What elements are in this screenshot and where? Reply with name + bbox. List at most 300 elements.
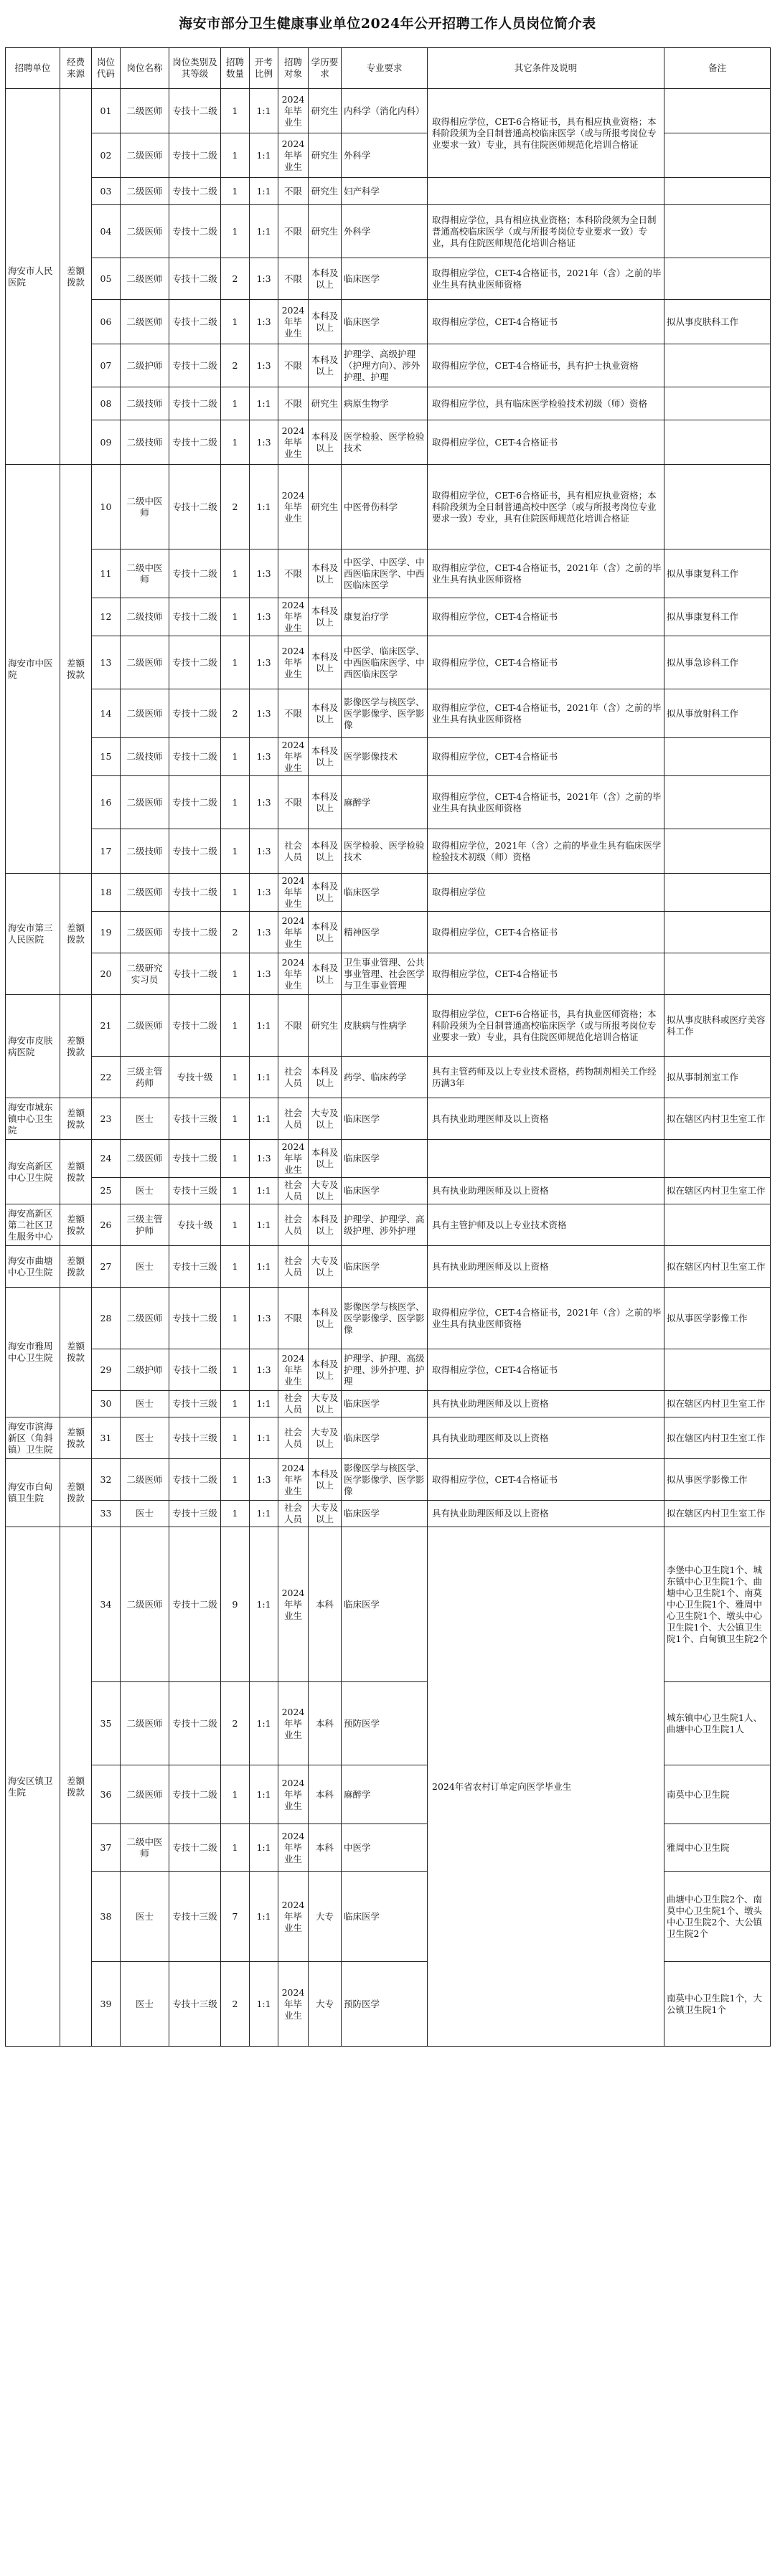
code-cell: 05 [92, 258, 121, 300]
code-cell: 09 [92, 420, 121, 465]
header-cell: 岗位代码 [92, 48, 121, 89]
code-cell: 08 [92, 387, 121, 420]
education-cell: 本科及以上 [309, 420, 342, 465]
major-cell: 预防医学 [342, 1682, 428, 1765]
count-cell: 1 [221, 89, 250, 133]
level-cell: 专技十二级 [169, 1527, 221, 1682]
code-cell: 30 [92, 1391, 121, 1417]
major-cell: 中医学 [342, 1824, 428, 1872]
level-cell: 专技十三级 [169, 1417, 221, 1459]
code-cell: 03 [92, 178, 121, 205]
level-cell: 专技十二级 [169, 300, 221, 344]
table-row [6, 1098, 771, 1140]
education-cell: 本科及以上 [309, 776, 342, 829]
level-cell: 专技十二级 [169, 549, 221, 598]
education-cell: 本科及以上 [309, 829, 342, 874]
note-cell [664, 89, 771, 133]
major-cell: 内科学（消化内科） [342, 89, 428, 133]
code-cell: 15 [92, 738, 121, 776]
major-cell: 医学影像技术 [342, 738, 428, 776]
header-cell: 经费来源 [60, 48, 92, 89]
conditions-cell: 取得相应学位，CET-4合格证书 [428, 912, 664, 953]
ratio-cell: 1:1 [250, 1178, 278, 1204]
target-cell: 不限 [278, 549, 309, 598]
conditions-cell: 取得相应学位，CET-4合格证书 [428, 420, 664, 465]
education-cell: 本科及以上 [309, 1140, 342, 1178]
count-cell: 1 [221, 738, 250, 776]
table-row [6, 300, 771, 344]
table-row [6, 420, 771, 465]
ratio-cell: 1:3 [250, 1288, 278, 1349]
education-cell: 大专及以上 [309, 1246, 342, 1288]
note-cell: 拟在辖区内村卫生室工作 [664, 1391, 771, 1417]
funding-cell: 差额拨款 [60, 1527, 92, 2047]
conditions-cell: 取得相应学位，CET-4合格证书，2021年（含）之前的毕业生具有执业医师资格 [428, 776, 664, 829]
major-cell: 临床医学 [342, 1098, 428, 1140]
education-cell: 本科 [309, 1682, 342, 1765]
conditions-cell: 取得相应学位，CET-4合格证书 [428, 953, 664, 995]
note-cell [664, 1349, 771, 1391]
major-cell: 临床医学 [342, 1872, 428, 1962]
table-row [6, 1246, 771, 1288]
funding-cell: 差额拨款 [60, 1140, 92, 1204]
code-cell: 13 [92, 636, 121, 689]
note-cell: 雅周中心卫生院 [664, 1824, 771, 1872]
conditions-cell: 取得相应学位，具有临床医学检验技术初级（师）资格 [428, 387, 664, 420]
education-cell: 大专及以上 [309, 1501, 342, 1527]
document-title: 海安市部分卫生健康事业单位2024年公开招聘工作人员岗位简介表 [179, 16, 596, 32]
table-row [6, 549, 771, 598]
conditions-cell: 具有主管护师及以上专业技术资格 [428, 1204, 664, 1246]
position-name-cell: 医士 [121, 1246, 169, 1288]
target-cell: 不限 [278, 776, 309, 829]
target-cell: 2024年毕业生 [278, 1459, 309, 1501]
ratio-cell: 1:3 [250, 1349, 278, 1391]
code-cell: 32 [92, 1459, 121, 1501]
conditions-cell: 取得相应学位，CET-4合格证书 [428, 300, 664, 344]
table-row [6, 1288, 771, 1349]
level-cell: 专技十二级 [169, 178, 221, 205]
funding-cell: 差额拨款 [60, 995, 92, 1098]
ratio-cell: 1:1 [250, 89, 278, 133]
count-cell: 1 [221, 300, 250, 344]
table-row [6, 636, 771, 689]
position-name-cell: 二级护师 [121, 344, 169, 387]
note-cell [664, 387, 771, 420]
count-cell: 1 [221, 178, 250, 205]
level-cell: 专技十二级 [169, 776, 221, 829]
table-row [6, 205, 771, 258]
education-cell: 本科及以上 [309, 689, 342, 738]
ratio-cell: 1:1 [250, 995, 278, 1057]
major-cell: 药学、临床药学 [342, 1057, 428, 1098]
count-cell: 9 [221, 1527, 250, 1682]
target-cell: 2024年毕业生 [278, 1962, 309, 2047]
count-cell: 2 [221, 1962, 250, 2047]
major-cell: 护理学、护理学、高级护理、涉外护理 [342, 1204, 428, 1246]
position-name-cell: 二级中医师 [121, 549, 169, 598]
position-name-cell: 医士 [121, 1962, 169, 2047]
code-cell: 10 [92, 465, 121, 549]
level-cell: 专技十二级 [169, 995, 221, 1057]
major-cell: 护理学、高级护理（护理方向）、涉外护理、护理 [342, 344, 428, 387]
conditions-cell [428, 178, 664, 205]
funding-cell: 差额拨款 [60, 1288, 92, 1417]
code-cell: 01 [92, 89, 121, 133]
ratio-cell: 1:3 [250, 829, 278, 874]
conditions-cell: 具有执业助理医师及以上资格 [428, 1417, 664, 1459]
major-cell: 临床医学 [342, 874, 428, 912]
note-cell: 南莫中心卫生院1个，大公镇卫生院1个 [664, 1962, 771, 2047]
conditions-cell: 取得相应学位，CET-4合格证书 [428, 1459, 664, 1501]
table-header-row [6, 48, 771, 89]
count-cell: 2 [221, 689, 250, 738]
ratio-cell: 1:3 [250, 689, 278, 738]
education-cell: 本科及以上 [309, 738, 342, 776]
conditions-cell: 取得相应学位，CET-4合格证书，具有护士执业资格 [428, 344, 664, 387]
note-cell [664, 776, 771, 829]
major-cell: 临床医学 [342, 1246, 428, 1288]
education-cell: 本科及以上 [309, 1288, 342, 1349]
code-cell: 26 [92, 1204, 121, 1246]
position-name-cell: 三级主管药师 [121, 1057, 169, 1098]
target-cell: 2024年毕业生 [278, 738, 309, 776]
major-cell: 皮肤病与性病学 [342, 995, 428, 1057]
code-cell: 34 [92, 1527, 121, 1682]
ratio-cell: 1:3 [250, 300, 278, 344]
major-cell: 预防医学 [342, 1962, 428, 2047]
position-name-cell: 二级医师 [121, 874, 169, 912]
header-cell: 招聘单位 [6, 48, 60, 89]
count-cell: 1 [221, 1501, 250, 1527]
level-cell: 专技十三级 [169, 1246, 221, 1288]
position-name-cell: 二级研究实习员 [121, 953, 169, 995]
target-cell: 不限 [278, 205, 309, 258]
note-cell: 拟从事康复科工作 [664, 549, 771, 598]
major-cell: 医学检验、医学检验技术 [342, 420, 428, 465]
conditions-cell: 取得相应学位，CET-4合格证书 [428, 598, 664, 636]
code-cell: 24 [92, 1140, 121, 1178]
note-cell [664, 178, 771, 205]
conditions-cell: 取得相应学位，CET-6合格证书，具有执业医师资格；本科阶段须为全日制普通高校临床医学（或与所报考岗位专业要求一致）专业，具有住院医师规范化培训合格证 [428, 995, 664, 1057]
education-cell: 本科及以上 [309, 300, 342, 344]
note-cell: 南莫中心卫生院 [664, 1765, 771, 1824]
table-row [6, 689, 771, 738]
level-cell: 专技十二级 [169, 344, 221, 387]
education-cell: 本科及以上 [309, 1057, 342, 1098]
count-cell: 1 [221, 1391, 250, 1417]
education-cell: 研究生 [309, 995, 342, 1057]
table-row [6, 874, 771, 912]
note-cell [664, 738, 771, 776]
table-row [6, 1501, 771, 1527]
note-cell: 拟从事医学影像工作 [664, 1288, 771, 1349]
target-cell: 不限 [278, 995, 309, 1057]
note-cell: 拟从事皮肤科或医疗美容科工作 [664, 995, 771, 1057]
note-cell [664, 912, 771, 953]
education-cell: 研究生 [309, 89, 342, 133]
level-cell: 专技十三级 [169, 1962, 221, 2047]
position-name-cell: 二级技师 [121, 829, 169, 874]
table-row [6, 1057, 771, 1098]
code-cell: 22 [92, 1057, 121, 1098]
code-cell: 21 [92, 995, 121, 1057]
ratio-cell: 1:3 [250, 258, 278, 300]
count-cell: 7 [221, 1872, 250, 1962]
code-cell: 29 [92, 1349, 121, 1391]
target-cell: 2024年毕业生 [278, 133, 309, 178]
education-cell: 研究生 [309, 387, 342, 420]
position-name-cell: 医士 [121, 1178, 169, 1204]
level-cell: 专技十二级 [169, 912, 221, 953]
target-cell: 社会人员 [278, 1391, 309, 1417]
level-cell: 专技十三级 [169, 1501, 221, 1527]
ratio-cell: 1:1 [250, 1391, 278, 1417]
position-name-cell: 医士 [121, 1501, 169, 1527]
code-cell: 25 [92, 1178, 121, 1204]
conditions-cell: 具有执业助理医师及以上资格 [428, 1391, 664, 1417]
unit-cell: 海安市滨海新区（角斜镇）卫生院 [6, 1417, 60, 1459]
education-cell: 本科及以上 [309, 598, 342, 636]
funding-cell: 差额拨款 [60, 465, 92, 874]
code-cell: 35 [92, 1682, 121, 1765]
note-cell: 拟在辖区内村卫生室工作 [664, 1178, 771, 1204]
position-name-cell: 二级医师 [121, 636, 169, 689]
code-cell: 33 [92, 1501, 121, 1527]
education-cell: 大专及以上 [309, 1098, 342, 1140]
ratio-cell: 1:1 [250, 1872, 278, 1962]
level-cell: 专技十二级 [169, 1824, 221, 1872]
major-cell: 医学检验、医学检验技术 [342, 829, 428, 874]
ratio-cell: 1:3 [250, 953, 278, 995]
code-cell: 02 [92, 133, 121, 178]
education-cell: 本科及以上 [309, 258, 342, 300]
conditions-cell: 取得相应学位 [428, 874, 664, 912]
target-cell: 社会人员 [278, 1178, 309, 1204]
level-cell: 专技十二级 [169, 1459, 221, 1501]
major-cell: 临床医学 [342, 300, 428, 344]
conditions-cell: 取得相应学位，CET-4合格证书 [428, 636, 664, 689]
count-cell: 1 [221, 1246, 250, 1288]
code-cell: 07 [92, 344, 121, 387]
position-name-cell: 医士 [121, 1391, 169, 1417]
education-cell: 本科及以上 [309, 1349, 342, 1391]
conditions-cell: 取得相应学位，CET-4合格证书 [428, 1349, 664, 1391]
target-cell: 2024年毕业生 [278, 1824, 309, 1872]
position-name-cell: 二级护师 [121, 1349, 169, 1391]
note-cell [664, 874, 771, 912]
conditions-cell: 具有执业助理医师及以上资格 [428, 1178, 664, 1204]
level-cell: 专技十三级 [169, 1872, 221, 1962]
level-cell: 专技十二级 [169, 133, 221, 178]
count-cell: 2 [221, 258, 250, 300]
position-name-cell: 二级医师 [121, 133, 169, 178]
target-cell: 2024年毕业生 [278, 874, 309, 912]
level-cell: 专技十二级 [169, 89, 221, 133]
code-cell: 28 [92, 1288, 121, 1349]
target-cell: 社会人员 [278, 1098, 309, 1140]
ratio-cell: 1:3 [250, 549, 278, 598]
education-cell: 大专及以上 [309, 1391, 342, 1417]
target-cell: 社会人员 [278, 829, 309, 874]
education-cell: 研究生 [309, 133, 342, 178]
position-name-cell: 二级医师 [121, 1459, 169, 1501]
note-cell: 拟在辖区内村卫生室工作 [664, 1501, 771, 1527]
position-name-cell: 二级中医师 [121, 1824, 169, 1872]
major-cell: 精神医学 [342, 912, 428, 953]
ratio-cell: 1:3 [250, 738, 278, 776]
table-row [6, 598, 771, 636]
level-cell: 专技十二级 [169, 1765, 221, 1824]
position-name-cell: 医士 [121, 1417, 169, 1459]
header-cell: 招聘对象 [278, 48, 309, 89]
table-row [6, 258, 771, 300]
note-cell [664, 1204, 771, 1246]
table-row [6, 953, 771, 995]
funding-cell: 差额拨款 [60, 1246, 92, 1288]
ratio-cell: 1:1 [250, 133, 278, 178]
ratio-cell: 1:1 [250, 1246, 278, 1288]
position-name-cell: 二级中医师 [121, 465, 169, 549]
table-row [6, 1417, 771, 1459]
ratio-cell: 1:1 [250, 465, 278, 549]
ratio-cell: 1:1 [250, 1501, 278, 1527]
job-table [5, 47, 771, 2047]
position-name-cell: 二级医师 [121, 178, 169, 205]
education-cell: 大专及以上 [309, 1178, 342, 1204]
note-cell: 李堡中心卫生院1个、城东镇中心卫生院1个、曲塘中心卫生院1个、南莫中心卫生院1个、雅周中心卫生院1个、墩头中心卫生院1个、大公镇卫生院1个、白甸镇卫生院2个 [664, 1527, 771, 1682]
count-cell: 1 [221, 1098, 250, 1140]
position-name-cell: 二级技师 [121, 420, 169, 465]
target-cell: 2024年毕业生 [278, 953, 309, 995]
table-row [6, 912, 771, 953]
note-cell: 拟在辖区内村卫生室工作 [664, 1098, 771, 1140]
ratio-cell: 1:3 [250, 636, 278, 689]
major-cell: 中医骨伤科学 [342, 465, 428, 549]
conditions-cell: 取得相应学位，CET-4合格证书，2021年（含）之前的毕业生具有执业医师资格 [428, 689, 664, 738]
funding-cell: 差额拨款 [60, 1204, 92, 1246]
table-row [6, 387, 771, 420]
level-cell: 专技十三级 [169, 1098, 221, 1140]
count-cell: 1 [221, 776, 250, 829]
note-cell: 拟在辖区内村卫生室工作 [664, 1246, 771, 1288]
table-body [6, 89, 771, 2047]
header-cell: 开考比例 [250, 48, 278, 89]
count-cell: 1 [221, 598, 250, 636]
ratio-cell: 1:3 [250, 1459, 278, 1501]
major-cell: 麻醉学 [342, 776, 428, 829]
major-cell: 临床医学 [342, 258, 428, 300]
unit-cell: 海安市白甸镇卫生院 [6, 1459, 60, 1527]
ratio-cell: 1:1 [250, 1204, 278, 1246]
conditions-cell: 取得相应学位，2021年（含）之前的毕业生具有临床医学检验技术初级（师）资格 [428, 829, 664, 874]
note-cell: 拟从事医学影像工作 [664, 1459, 771, 1501]
target-cell: 2024年毕业生 [278, 1765, 309, 1824]
count-cell: 1 [221, 1417, 250, 1459]
note-cell: 曲塘中心卫生院2个、南莫中心卫生院1个、墩头中心卫生院2个、大公镇卫生院2个 [664, 1872, 771, 1962]
count-cell: 1 [221, 205, 250, 258]
position-name-cell: 医士 [121, 1872, 169, 1962]
education-cell: 本科及以上 [309, 1459, 342, 1501]
count-cell: 1 [221, 1824, 250, 1872]
ratio-cell: 1:1 [250, 1765, 278, 1824]
position-name-cell: 二级医师 [121, 300, 169, 344]
conditions-cell: 取得相应学位，CET-6合格证书，具有相应执业资格；本科阶段须为全日制普通高校中医学（或与所报考岗位专业要求一致）专业，具有住院医师规范化培训合格证 [428, 465, 664, 549]
count-cell: 2 [221, 344, 250, 387]
note-cell [664, 344, 771, 387]
target-cell: 社会人员 [278, 1246, 309, 1288]
code-cell: 37 [92, 1824, 121, 1872]
table-row [6, 465, 771, 549]
level-cell: 专技十三级 [169, 1178, 221, 1204]
code-cell: 23 [92, 1098, 121, 1140]
count-cell: 1 [221, 953, 250, 995]
conditions-cell: 具有执业助理医师及以上资格 [428, 1246, 664, 1288]
major-cell: 临床医学 [342, 1417, 428, 1459]
count-cell: 1 [221, 1140, 250, 1178]
conditions-cell: 取得相应学位，CET-6合格证书，具有相应执业资格；本科阶段须为全日制普通高校临床医学（或与所报考岗位专业要求一致）专业，具有住院医师规范化培训合格证 [428, 89, 664, 178]
position-name-cell: 二级医师 [121, 689, 169, 738]
position-name-cell: 二级医师 [121, 258, 169, 300]
code-cell: 04 [92, 205, 121, 258]
education-cell: 本科 [309, 1527, 342, 1682]
level-cell: 专技十二级 [169, 689, 221, 738]
unit-cell: 海安市第三人民医院 [6, 874, 60, 995]
unit-cell: 海安区镇卫生院 [6, 1527, 60, 2047]
count-cell: 1 [221, 1288, 250, 1349]
count-cell: 1 [221, 1349, 250, 1391]
level-cell: 专技十二级 [169, 420, 221, 465]
ratio-cell: 1:1 [250, 1527, 278, 1682]
major-cell: 影像医学与核医学、医学影像学、医学影像 [342, 1288, 428, 1349]
level-cell: 专技十二级 [169, 1349, 221, 1391]
level-cell: 专技十二级 [169, 738, 221, 776]
education-cell: 研究生 [309, 178, 342, 205]
code-cell: 31 [92, 1417, 121, 1459]
unit-cell: 海安高新区第二社区卫生服务中心 [6, 1204, 60, 1246]
level-cell: 专技十二级 [169, 829, 221, 874]
education-cell: 本科 [309, 1765, 342, 1824]
education-cell: 研究生 [309, 205, 342, 258]
unit-cell: 海安市城东镇中心卫生院 [6, 1098, 60, 1140]
code-cell: 11 [92, 549, 121, 598]
note-cell [664, 953, 771, 995]
education-cell: 研究生 [309, 465, 342, 549]
note-cell [664, 420, 771, 465]
count-cell: 1 [221, 1765, 250, 1824]
count-cell: 2 [221, 1682, 250, 1765]
count-cell: 1 [221, 1057, 250, 1098]
note-cell [664, 258, 771, 300]
count-cell: 2 [221, 465, 250, 549]
target-cell: 不限 [278, 178, 309, 205]
target-cell: 不限 [278, 689, 309, 738]
unit-cell: 海安市皮肤病医院 [6, 995, 60, 1098]
position-name-cell: 二级医师 [121, 1682, 169, 1765]
table-row [6, 829, 771, 874]
ratio-cell: 1:3 [250, 598, 278, 636]
note-cell: 城东镇中心卫生院1人、曲塘中心卫生院1人 [664, 1682, 771, 1765]
position-name-cell: 二级医师 [121, 205, 169, 258]
ratio-cell: 1:1 [250, 1824, 278, 1872]
level-cell: 专技十二级 [169, 874, 221, 912]
ratio-cell: 1:1 [250, 205, 278, 258]
target-cell: 2024年毕业生 [278, 1682, 309, 1765]
position-name-cell: 三级主管护师 [121, 1204, 169, 1246]
code-cell: 06 [92, 300, 121, 344]
level-cell: 专技十二级 [169, 1140, 221, 1178]
table-row [6, 995, 771, 1057]
